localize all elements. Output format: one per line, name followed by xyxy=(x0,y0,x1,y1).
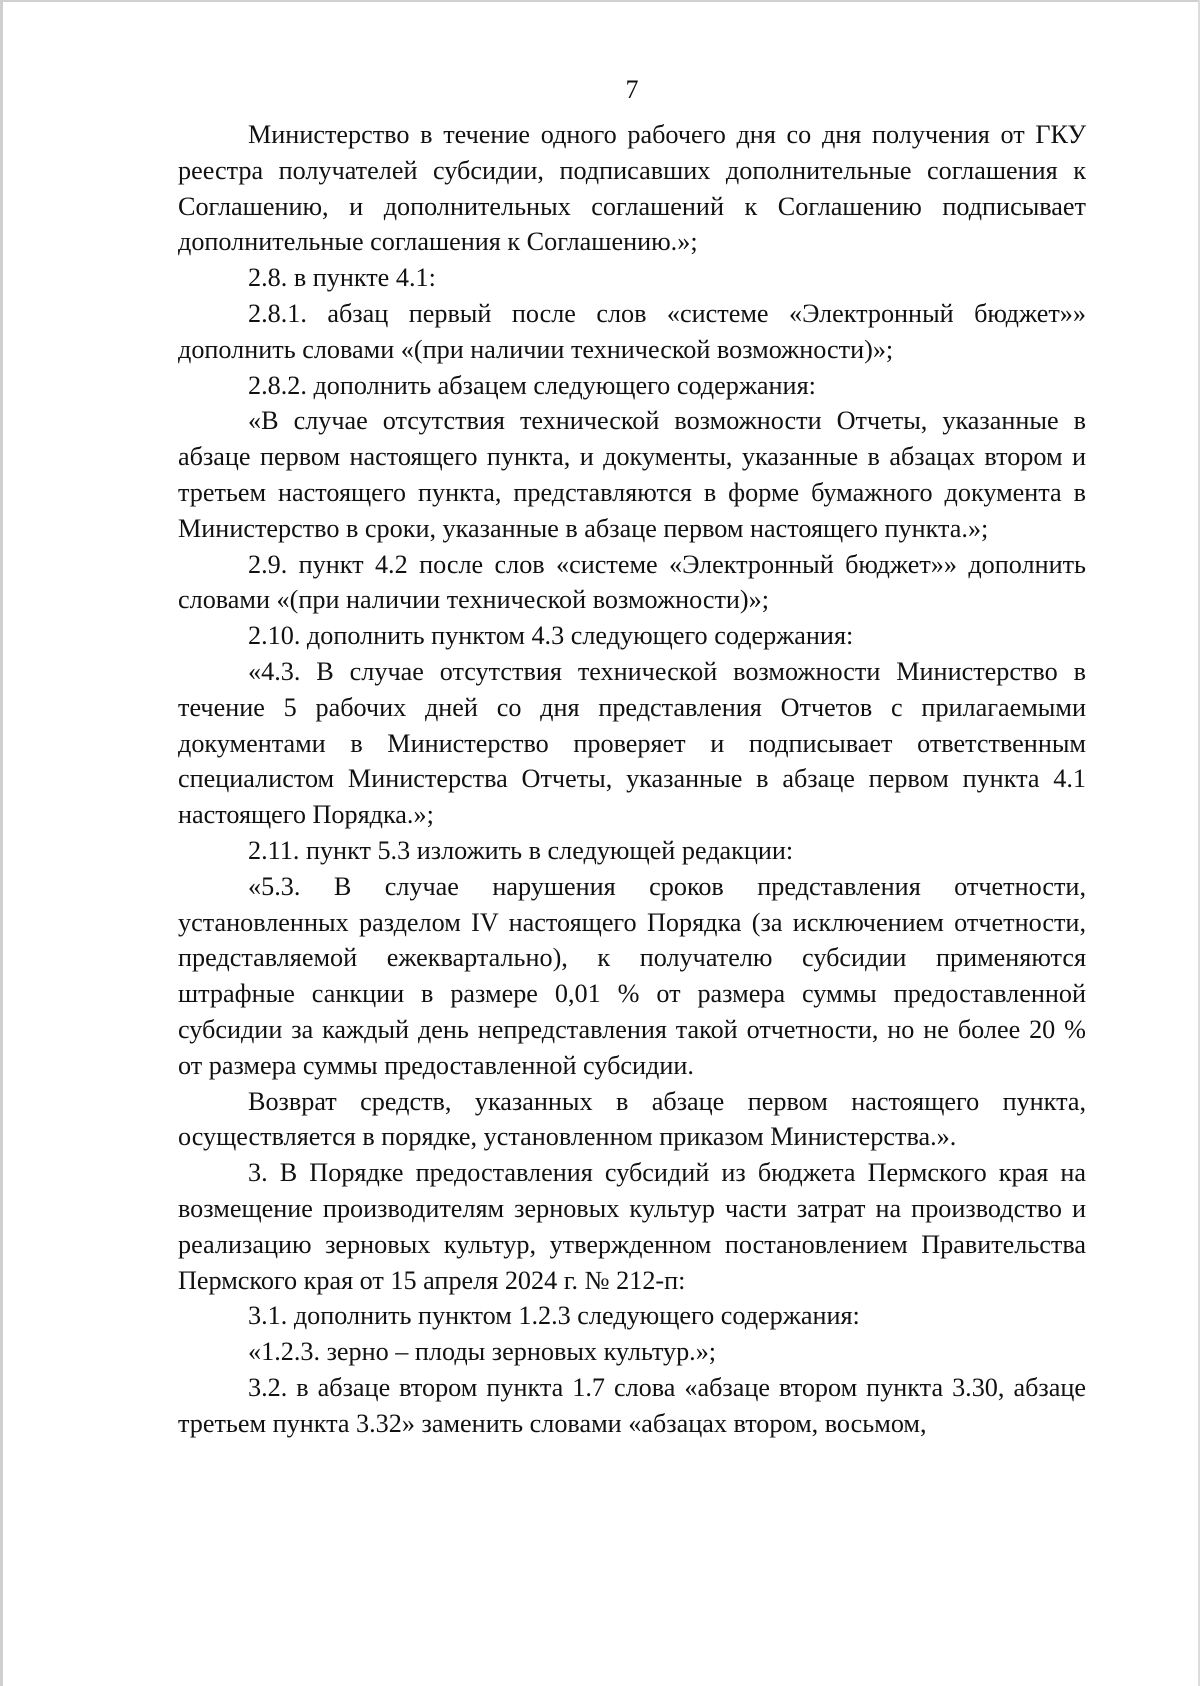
scan-edge-left xyxy=(0,0,3,1686)
page-number: 7 xyxy=(625,75,639,104)
paragraph: «1.2.3. зерно – плоды зерновых культур.»; xyxy=(248,1337,717,1367)
scan-edge-top xyxy=(0,0,1200,2)
paragraph: 3.1. дополнить пунктом 1.2.3 следующего содержания: xyxy=(248,1301,860,1331)
paragraph: 2.8.1. абзац первый после слов «системе «Электронный бюджет»» дополнить словами «(при наличии технической возможности)»; xyxy=(178,298,1086,364)
paragraph: «В случае отсутствия технической возможности Отчеты, указанные в абзаце первом настоящего пункта, и документы, указанные в абзацах втором и третьем настоящего пункта, представляются в форме бумажного документа в Министерство в сроки, указанные в абзаце первом настоящего пункта.»; xyxy=(178,406,1086,543)
paragraph: 2.9. пункт 4.2 после слов «системе «Электронный бюджет»» дополнить словами «(при наличии технической возможности)»; xyxy=(178,549,1086,615)
paragraph: Министерство в течение одного рабочего дня со дня получения от ГКУ реестра получателей субсидии, подписавших дополнительные соглашения к Соглашению, и дополнительных соглашений к Соглашению подписывает дополнительные соглашения к Соглашению.»; xyxy=(178,120,1086,257)
paragraph: 2.10. дополнить пунктом 4.3 следующего содержания: xyxy=(248,621,854,651)
paragraph: 2.8. в пункте 4.1: xyxy=(248,263,436,293)
paragraph: 2.11. пункт 5.3 изложить в следующей редакции: xyxy=(248,835,794,865)
paragraph: Возврат средств, указанных в абзаце первом настоящего пункта, осуществляется в порядке, установленном приказом Министерства.». xyxy=(178,1086,1086,1152)
paragraph: 3.2. в абзаце втором пункта 1.7 слова «абзаце втором пункта 3.30, абзаце третьем пункта 3.32» заменить словами «абзацах втором, восьмом, xyxy=(178,1372,1086,1438)
paragraph: 3. В Порядке предоставления субсидий из бюджета Пермского края на возмещение производителям зерновых культур части затрат на производство и реализацию зерновых культур, утвержденном постановлением Правительства Пермского края от 15 апреля 2024 г. № 212-п: xyxy=(178,1158,1086,1295)
paragraph: «5.3. В случае нарушения сроков представления отчетности, установленных разделом IV настоящего Порядка (за исключением отчетности, представляемой ежеквартально), к получателю субсидии применяются штрафные санкции в размере 0,01 % от размера суммы предоставленной субсидии за каждый день непредставления такой отчетности, но не более 20 % от размера суммы предоставленной субсидии. xyxy=(178,871,1086,1080)
document-body xyxy=(178,117,1086,1441)
paragraph: «4.3. В случае отсутствия технической возможности Министерство в течение 5 рабочих дней со дня представления Отчетов с прилагаемыми документами в Министерство проверяет и подписывает ответственным специалистом Министерства Отчеты, указанные в абзаце первом пункта 4.1 настоящего Порядка.»; xyxy=(178,656,1086,830)
paragraph: 2.8.2. дополнить абзацем следующего содержания: xyxy=(248,370,816,400)
